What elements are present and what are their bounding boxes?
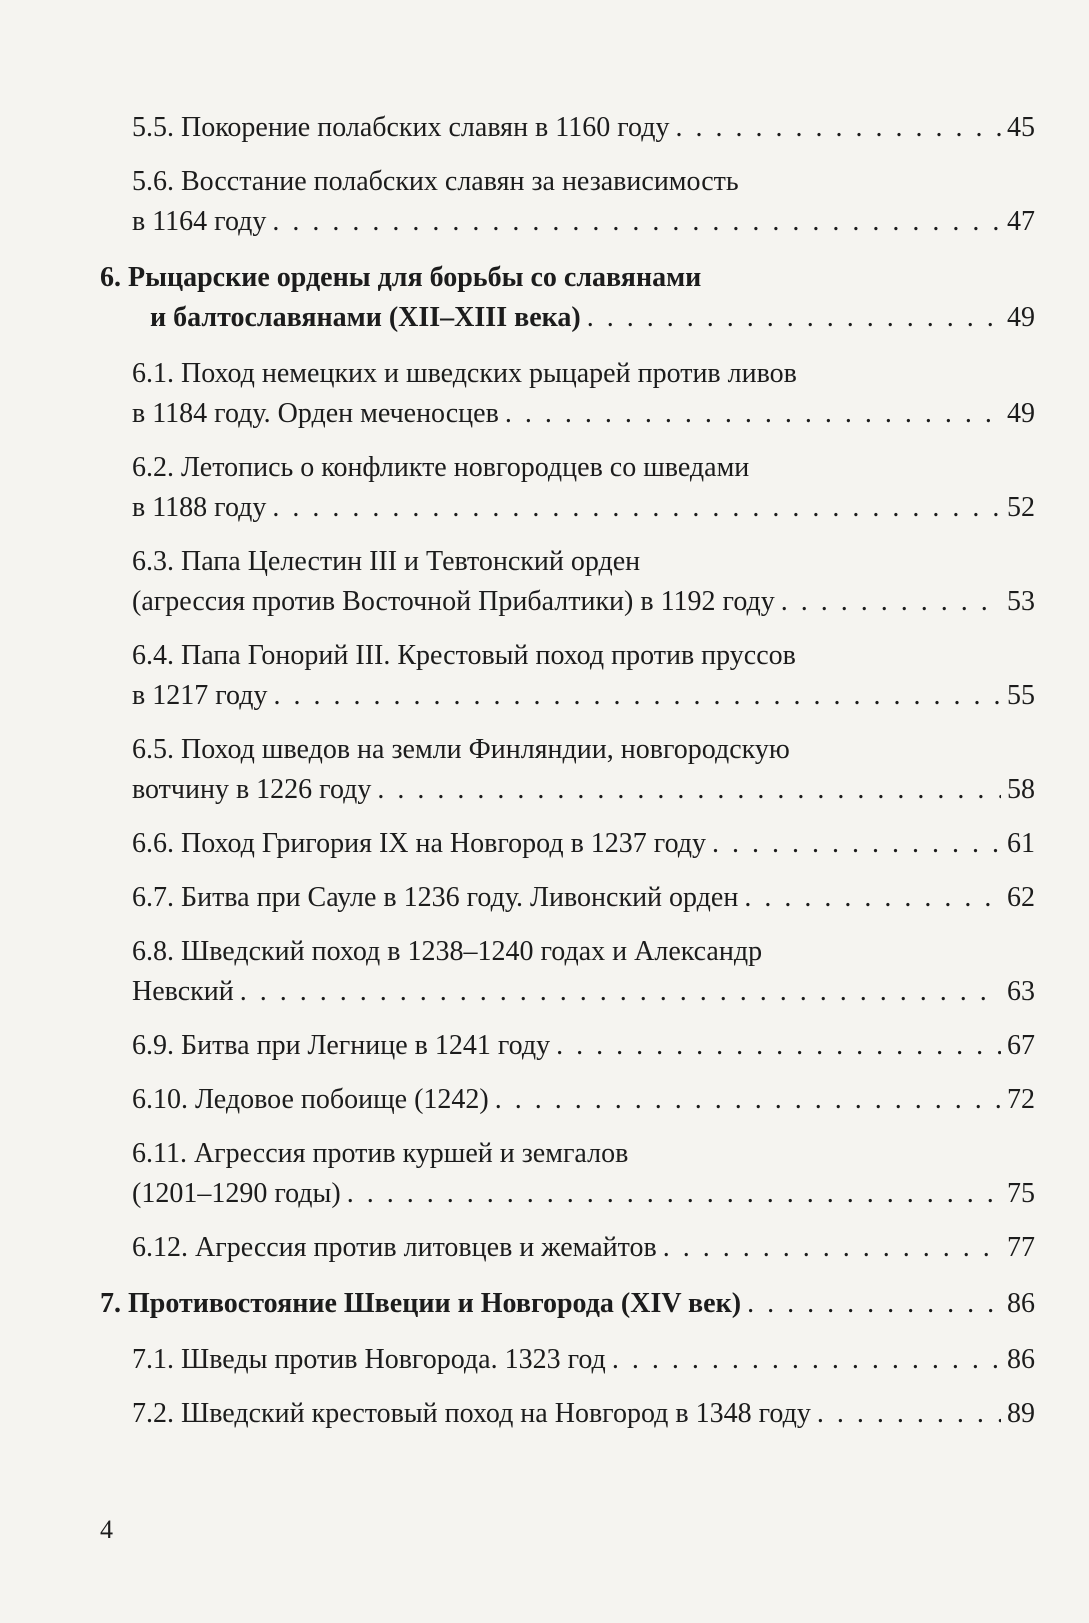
toc-section-entry: [100, 448, 1035, 528]
toc-entry-line: [132, 448, 1035, 488]
toc-entry-line: [132, 1394, 1035, 1434]
toc-entry-title: вотчину в 1226 году: [132, 774, 372, 805]
toc-chapter-entry: [100, 1284, 1035, 1324]
toc-page-number: 53: [1007, 586, 1035, 617]
toc-page-number: 63: [1007, 976, 1035, 1007]
toc-page-number: 47: [1007, 206, 1035, 237]
table-of-contents: [100, 108, 1035, 1448]
toc-entry-title: в 1188 году: [132, 492, 267, 523]
page-number: 4: [100, 1515, 113, 1544]
toc-page-number: 77: [1007, 1232, 1035, 1263]
dot-leader: [377, 770, 1001, 810]
toc-section-entry: [100, 730, 1035, 810]
toc-entry-line: [132, 1026, 1035, 1066]
toc-section-entry: [100, 1080, 1035, 1120]
dot-leader: [556, 1026, 1001, 1066]
toc-entry-title: 7. Противостояние Швеции и Новгорода (XIV век): [100, 1288, 742, 1319]
dot-leader: [712, 824, 1001, 864]
toc-entry-title: 6.7. Битва при Сауле в 1236 году. Ливонский орден: [132, 882, 739, 913]
dot-leader: [663, 1228, 1001, 1268]
dot-leader: [347, 1174, 1001, 1214]
toc-entry-title: 6.11. Агрессия против куршей и земгалов: [132, 1138, 629, 1169]
toc-entry-title: в 1164 году: [132, 206, 267, 237]
toc-entry-line: [132, 488, 1035, 528]
toc-entry-line: [132, 824, 1035, 864]
dot-leader: [273, 676, 1001, 716]
toc-entry-line: [132, 1340, 1035, 1380]
toc-page-number: 89: [1007, 1398, 1035, 1429]
toc-entry-title: 5.5. Покорение полабских славян в 1160 году: [132, 112, 670, 143]
toc-page-number: 45: [1007, 112, 1035, 143]
toc-entry-line: [132, 1174, 1035, 1214]
dot-leader: [747, 1284, 1001, 1324]
toc-entry-line: [132, 394, 1035, 434]
toc-section-entry: [100, 1394, 1035, 1434]
toc-entry-line: [132, 770, 1035, 810]
dot-leader: [781, 582, 1001, 622]
dot-leader: [817, 1394, 1001, 1434]
toc-section-entry: [100, 1026, 1035, 1066]
toc-entry-title: 5.6. Восстание полабских славян за независимость: [132, 166, 739, 197]
toc-entry-line: [132, 972, 1035, 1012]
toc-entry-title: 6. Рыцарские ордены для борьбы со славянами: [100, 262, 702, 293]
toc-entry-title: 6.2. Летопись о конфликте новгородцев со шведами: [132, 452, 750, 483]
toc-entry-title: (1201–1290 годы): [132, 1178, 341, 1209]
toc-entry-title: 6.5. Поход шведов на земли Финляндии, новгородскую: [132, 734, 790, 765]
toc-entry-line: [100, 298, 1035, 338]
toc-section-entry: [100, 1228, 1035, 1268]
toc-page-number: 61: [1007, 828, 1035, 859]
toc-entry-title: 7.2. Шведский крестовый поход на Новгород в 1348 году: [132, 1398, 811, 1429]
toc-entry-line: [132, 730, 1035, 770]
toc-section-entry: [100, 1340, 1035, 1380]
dot-leader: [744, 878, 1001, 918]
toc-entry-title: 6.4. Папа Гонорий III. Крестовый поход против пруссов: [132, 640, 796, 671]
toc-entry-title: Невский: [132, 976, 234, 1007]
toc-page-number: 58: [1007, 774, 1035, 805]
dot-leader: [240, 972, 1001, 1012]
toc-entry-title: 6.12. Агрессия против литовцев и жемайтов: [132, 1232, 657, 1263]
toc-entry-line: [132, 162, 1035, 202]
dot-leader: [675, 108, 1001, 148]
toc-page-number: 62: [1007, 882, 1035, 913]
dot-leader: [587, 298, 1001, 338]
toc-entry-line: [132, 932, 1035, 972]
toc-section-entry: [100, 354, 1035, 434]
toc-entry-line: [132, 108, 1035, 148]
toc-entry-title: в 1217 году: [132, 680, 268, 711]
toc-entry-title: и балтославянами (XII–XIII века): [150, 302, 581, 333]
toc-entry-line: [100, 258, 1035, 298]
toc-page-number: 52: [1007, 492, 1035, 523]
toc-page-number: 72: [1007, 1084, 1035, 1115]
toc-entry-title: (агрессия против Восточной Прибалтики) в 1192 году: [132, 586, 775, 617]
toc-entry-line: [132, 676, 1035, 716]
toc-entry-line: [132, 1080, 1035, 1120]
toc-entry-title: 6.8. Шведский поход в 1238–1240 годах и Александр: [132, 936, 763, 967]
toc-page-number: 55: [1007, 680, 1035, 711]
toc-entry-line: [132, 1134, 1035, 1174]
toc-entry-title: 6.3. Папа Целестин III и Тевтонский орден: [132, 546, 641, 577]
toc-section-entry: [100, 1134, 1035, 1214]
toc-page-number: 75: [1007, 1178, 1035, 1209]
toc-section-entry: [100, 636, 1035, 716]
toc-section-entry: [100, 542, 1035, 622]
toc-section-entry: [100, 824, 1035, 864]
toc-entry-title: в 1184 году. Орден меченосцев: [132, 398, 499, 429]
toc-page-number: 86: [1007, 1288, 1035, 1319]
toc-entry-line: [132, 636, 1035, 676]
dot-leader: [272, 202, 1001, 242]
toc-chapter-entry: [100, 258, 1035, 338]
toc-entry-line: [132, 542, 1035, 582]
dot-leader: [495, 1080, 1001, 1120]
toc-section-entry: [100, 162, 1035, 242]
toc-section-entry: [100, 932, 1035, 1012]
toc-page-number: 67: [1007, 1030, 1035, 1061]
toc-entry-title: 6.6. Поход Григория IX на Новгород в 1237 году: [132, 828, 707, 859]
toc-entry-line: [132, 202, 1035, 242]
dot-leader: [272, 488, 1001, 528]
toc-section-entry: [100, 108, 1035, 148]
toc-entry-line: [132, 878, 1035, 918]
toc-page-number: 86: [1007, 1344, 1035, 1375]
toc-entry-line: [132, 354, 1035, 394]
toc-page-number: 49: [1007, 302, 1035, 333]
toc-entry-title: 6.10. Ледовое побоище (1242): [132, 1084, 489, 1115]
toc-entry-title: 6.9. Битва при Легнице в 1241 году: [132, 1030, 551, 1061]
toc-entry-title: 6.1. Поход немецких и шведских рыцарей против ливов: [132, 358, 797, 389]
toc-entry-line: [100, 1284, 1035, 1324]
toc-entry-line: [132, 1228, 1035, 1268]
toc-page-number: 49: [1007, 398, 1035, 429]
dot-leader: [505, 394, 1001, 434]
toc-section-entry: [100, 878, 1035, 918]
toc-entry-title: 7.1. Шведы против Новгорода. 1323 год: [132, 1344, 606, 1375]
toc-entry-line: [132, 582, 1035, 622]
dot-leader: [612, 1340, 1001, 1380]
